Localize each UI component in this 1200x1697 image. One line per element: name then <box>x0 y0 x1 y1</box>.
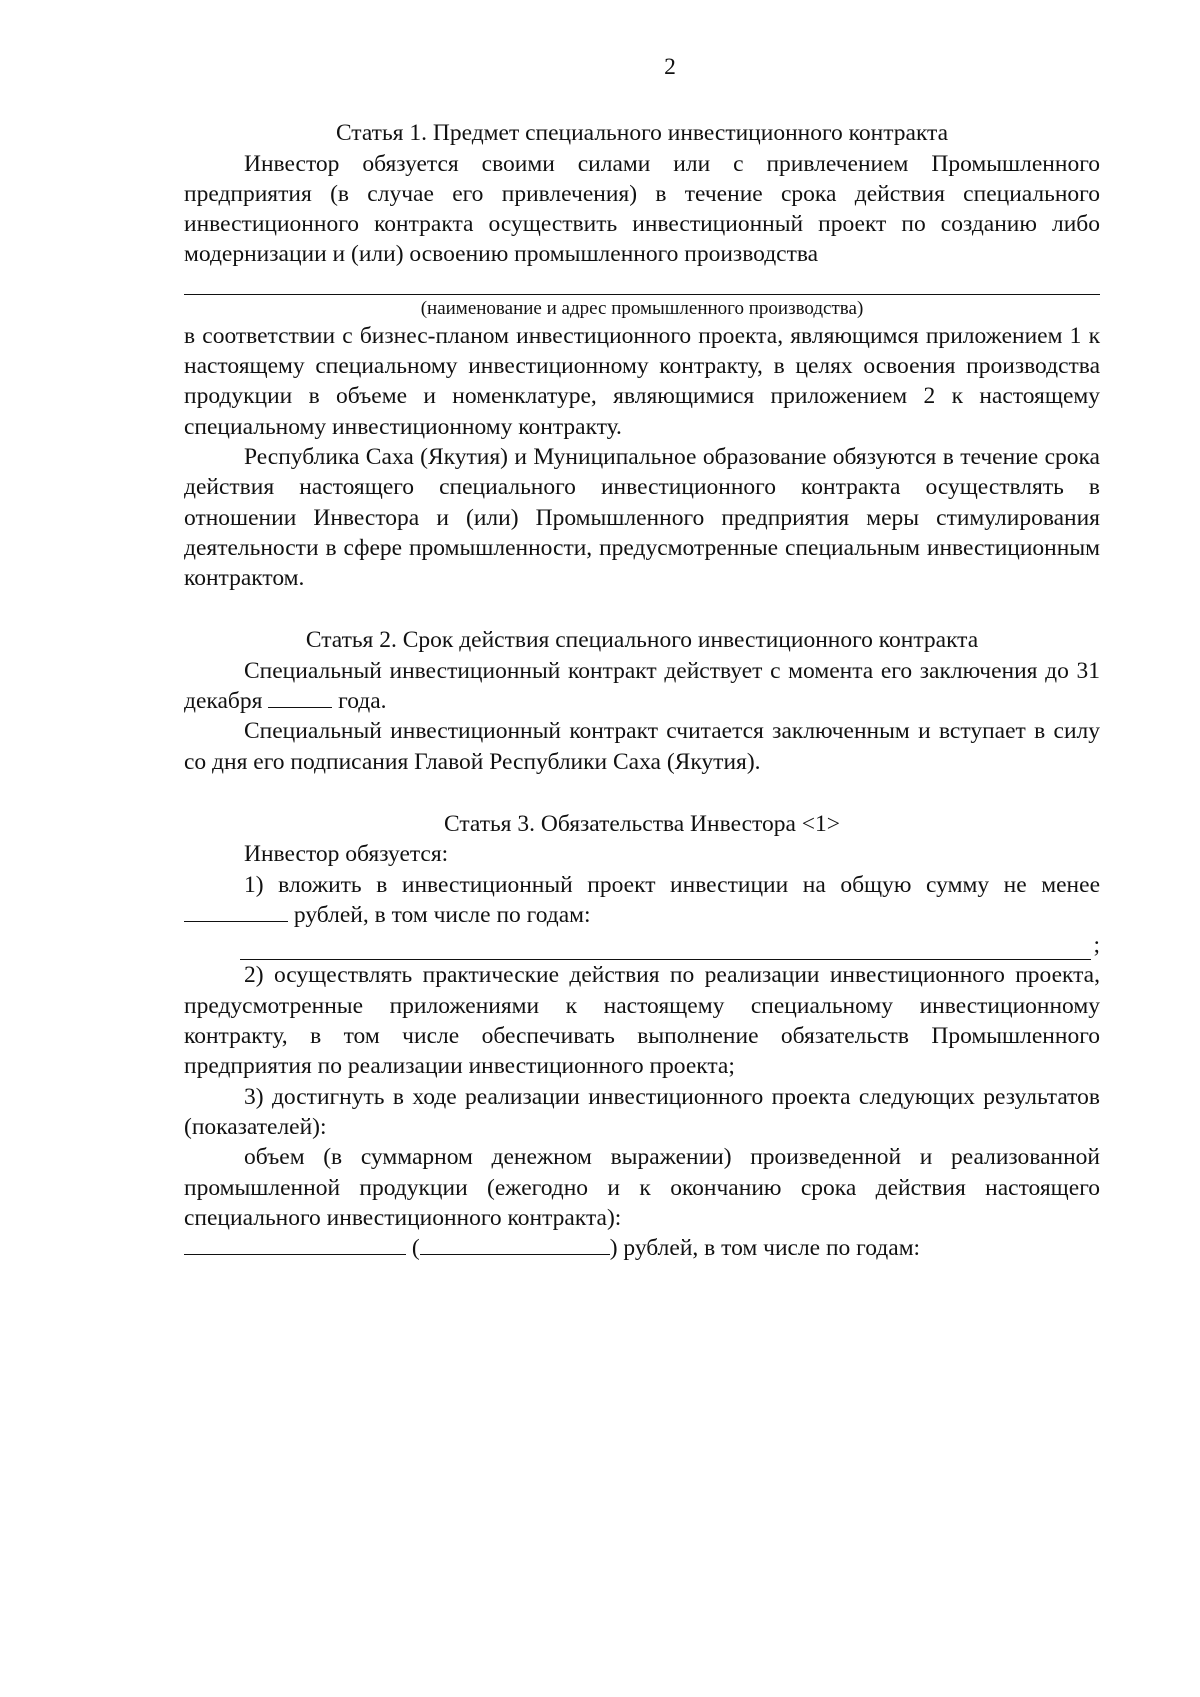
article-1-paragraph-1: Инвестор обязуется своими силами или с привлечением Промышленного предприятия (в случае его привлечения) в течение срока действия специального инвестиционного контракта осуществить инвестиционный проект по созданию либо модернизации и (или) освоению промышленного производства <box>184 150 1100 268</box>
article-3-item-3: 3) достигнуть в ходе реализации инвестиционного проекта следующих результатов (показателей): <box>184 1083 1100 1140</box>
investment-sum-blank <box>184 901 288 922</box>
article-2-paragraph-1 <box>184 656 1100 717</box>
article-3-item-1 <box>184 870 1100 931</box>
article-3-item-1-start: 1) вложить в инвестиционный проект инвестиции на общую сумму не менее <box>244 871 1100 898</box>
production-name-blank-line <box>184 294 1100 295</box>
investment-by-years-blank <box>240 937 1091 960</box>
article-3-title: Статья 3. Обязательства Инвестора <1> <box>443 810 841 837</box>
article-2-paragraph-1-start: Специальный инвестиционный контракт действует с момента его заключения до 31 декабря <box>184 657 1100 715</box>
product-volume-number-blank <box>184 1234 406 1255</box>
open-parenthesis: ( <box>411 1235 420 1262</box>
article-3-intro: Инвестор обязуется: <box>244 841 449 868</box>
product-volume-row-end: ) рублей, в том числе по годам: <box>609 1235 921 1262</box>
article-2-paragraph-2: Специальный инвестиционный контракт считается заключенным и вступает в силу со дня его подписания Главой Республики Саха (Якутия). <box>184 718 1100 775</box>
investment-by-years-semicolon: ; <box>1093 932 1100 959</box>
article-2-paragraph-1-end: года. <box>338 688 387 715</box>
year-blank <box>268 687 332 708</box>
article-2-title: Статья 2. Срок действия специального инвестиционного контракта <box>305 627 979 654</box>
product-volume-words-blank <box>420 1234 610 1255</box>
article-3-item-2: 2) осуществлять практические действия по реализации инвестиционного проекта, предусмотренные приложениями к настоящему специальному инвестиционному контракту, в том числе обеспечивать выполнение обязательств Промышленного предприятия по реализации инвестиционного проекта; <box>184 962 1100 1080</box>
article-1-title: Статья 1. Предмет специального инвестиционного контракта <box>335 120 949 147</box>
production-name-caption: (наименование и адрес промышленного производства) <box>420 297 864 319</box>
article-3-item-1-end: рублей, в том числе по годам: <box>293 901 591 928</box>
product-volume-row <box>184 1233 1100 1263</box>
article-1-paragraph-3: Республика Саха (Якутия) и Муниципальное образование обязуются в течение срока действия настоящего специального инвестиционного контракта осуществлять в отношении Инвестора и (или) Промышленного предприятия меры стимулирования деятельности в сфере промышленности, предусмотренные специальным инвестиционным контрактом. <box>184 443 1100 592</box>
investment-by-years-line <box>184 930 1100 960</box>
page-number: 2 <box>664 54 676 80</box>
article-1-paragraph-2: в соответствии с бизнес-планом инвестиционного проекта, являющимся приложением 1 к настоящему специальному инвестиционному контракту, в целях освоения производства продукции в объеме и номенклатуре, являющимися приложением 2 к настоящему специальному инвестиционному контракту. <box>184 322 1100 440</box>
article-3-item-3-sub: объем (в суммарном денежном выражении) произведенной и реализованной промышленной продукции (ежегодно и к окончанию срока действия настоящего специального инвестиционного контракта): <box>184 1144 1100 1231</box>
